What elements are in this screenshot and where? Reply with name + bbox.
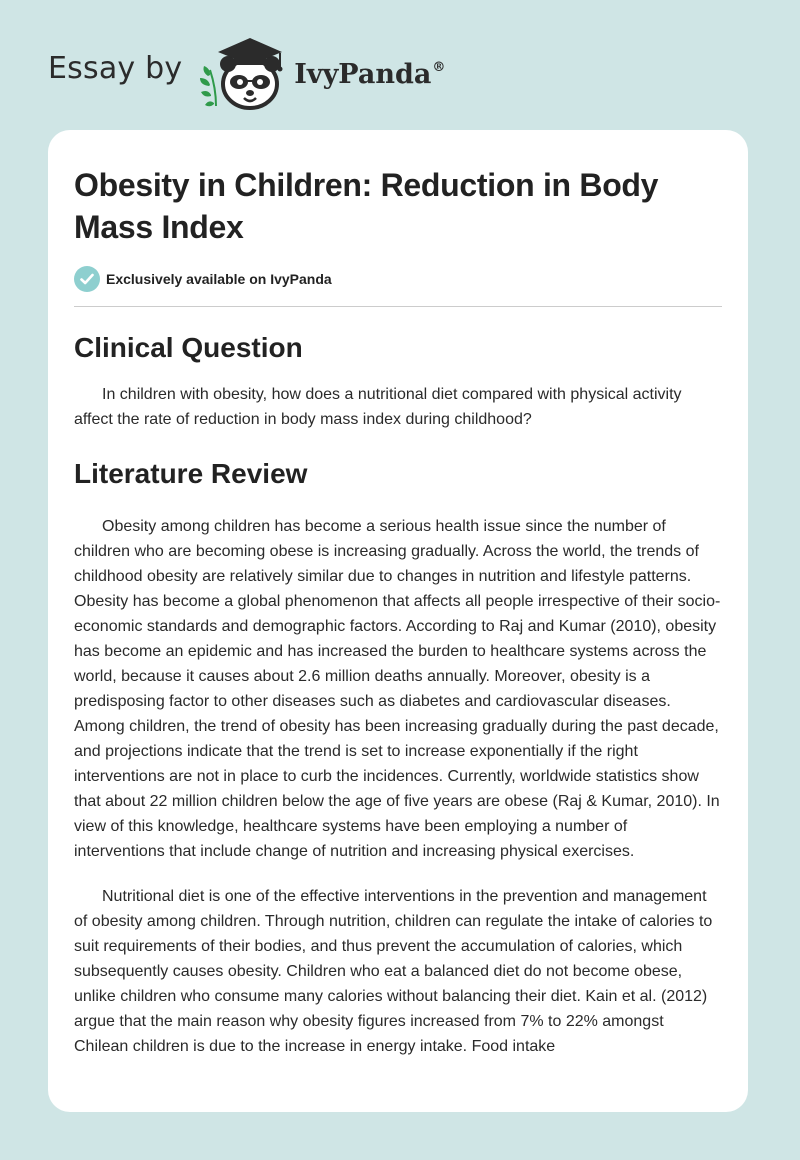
checkmark-icon — [74, 266, 100, 292]
essay-card — [48, 130, 748, 1112]
literature-review-paragraph: Nutritional diet is one of the effective interventions in the prevention and management of obesity among children. Through nutrition, children can regulate the intake of calories to suit requirements of their bodies, and thus prevent the accumulation of calories, which subsequently causes obesity. Children who eat a balanced diet do not become obese, unlike children who consume many calories without balancing their diet. Kain et al. (2012) argue that the main reason why obesity figures increased from 7% to 22% amongst Chilean children is due to the increase in energy intake. Food intake — [74, 888, 713, 1055]
exclusive-label: Exclusively available on IvyPanda — [106, 271, 332, 287]
literature-review-paragraph: Obesity among children has become a serious health issue since the number of children who are becoming obese is increasing gradually. Across the world, the trends of childhood obesity are relatively similar due to changes in nutrition and lifestyle patterns. Obesity has become a global phenomenon that affects all people irrespective of their socio-economic standards and demographic factors. According to Raj and Kumar (2010), obesity has become an epidemic and has increased the burden to healthcare systems across the world, because it causes about 2.6 million deaths annually. Moreover, obesity is a predisposing factor to other diseases such as diabetes and cardiovascular diseases. Among children, the trend of obesity has been increasing gradually during the past decade, and projections indicate that the trend is set to increase exponentially if the right interventions are not in place to curb the incidences. Currently, worldwide statistics show that about 22 million children below the age of five years are obese (Raj & Kumar, 2010). In view of this knowledge, healthcare systems have been employing a number of interventions that include change of nutrition and increasing physical exercises. — [74, 518, 721, 860]
ivypanda-logo-link[interactable] — [196, 34, 445, 110]
exclusive-badge — [74, 265, 722, 293]
site-header — [48, 34, 445, 110]
panda-graduate-logo-icon — [196, 34, 292, 110]
section-heading-literature-review: Literature Review — [74, 458, 308, 489]
brand-name: IvyPanda® — [294, 58, 446, 90]
essay-title: Obesity in Children: Reduction in Body Mass Index — [74, 167, 659, 245]
registered-mark: ® — [432, 59, 446, 75]
title-divider — [74, 306, 722, 307]
essay-by-label: Essay by — [48, 50, 183, 86]
section-heading-clinical-question: Clinical Question — [74, 332, 303, 363]
clinical-question-paragraph: In children with obesity, how does a nutritional diet compared with physical activity affect the rate of reduction in body mass index during childhood? — [74, 386, 682, 428]
